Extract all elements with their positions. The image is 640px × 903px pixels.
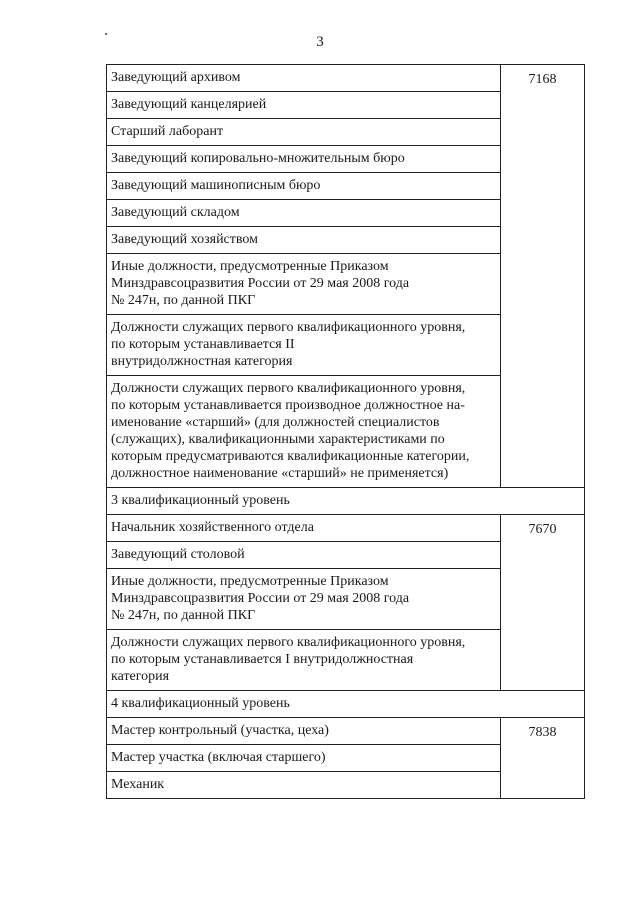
position-line: Начальник хозяйственного отдела (111, 520, 314, 535)
position-cell (107, 200, 501, 227)
position-line: Минздравсоцразвития России от 29 мая 2008 года (111, 591, 410, 606)
position-cell (107, 227, 501, 254)
position-line: должностное наименование «старший» не применяется) (111, 466, 449, 481)
position-cell (107, 542, 501, 569)
salary-value: 7168 (501, 65, 585, 488)
table-row (107, 718, 585, 745)
table-row (107, 515, 585, 542)
position-line: Заведующий столовой (111, 547, 245, 562)
position-cell (107, 718, 501, 745)
position-line: Заведующий складом (111, 205, 240, 220)
position-line: Должности служащих первого квалификационного уровня, (111, 635, 466, 650)
position-line: которым предусматриваются квалификационные категории, (111, 449, 470, 464)
position-line: Механик (111, 777, 165, 792)
position-line: Должности служащих первого квалификационного уровня, (111, 320, 466, 335)
position-cell (107, 173, 501, 200)
level-header: 4 квалификационный уровень (107, 691, 585, 718)
position-line: по которым устанавливается I внутридолжностная (111, 652, 414, 667)
position-line: Мастер контрольный (участка, цеха) (111, 723, 329, 738)
position-line: категория (111, 669, 170, 684)
position-line: внутридолжностная категория (111, 354, 293, 369)
position-line: Заведующий копировально-множительным бюро (111, 151, 405, 166)
position-cell (107, 65, 501, 92)
level-header-row (107, 488, 585, 515)
salary-value: 7838 (501, 718, 585, 799)
position-cell (107, 772, 501, 799)
position-line: Минздравсоцразвития России от 29 мая 2008 года (111, 276, 410, 291)
position-line: Иные должности, предусмотренные Приказом (111, 259, 389, 274)
position-cell (107, 92, 501, 119)
position-cell (107, 376, 501, 488)
position-cell (107, 119, 501, 146)
position-line: № 247н, по данной ПКГ (111, 293, 256, 308)
position-line: (служащих), квалификационными характеристиками по (111, 432, 445, 447)
page-number: 3 (316, 34, 324, 50)
qualification-table (106, 64, 585, 799)
position-line: Заведующий хозяйством (111, 232, 258, 247)
position-line: по которым устанавливается производное должностное на- (111, 398, 465, 413)
position-cell (107, 630, 501, 691)
position-line: Иные должности, предусмотренные Приказом (111, 574, 389, 589)
position-line: Заведующий машинописным бюро (111, 178, 321, 193)
table-row (107, 65, 585, 92)
position-line: Мастер участка (включая старшего) (111, 750, 326, 765)
salary-value: 7670 (501, 515, 585, 691)
position-cell (107, 745, 501, 772)
position-cell (107, 569, 501, 630)
position-line: Заведующий канцелярией (111, 97, 267, 112)
position-line: Старший лаборант (111, 124, 224, 139)
level-header-row (107, 691, 585, 718)
position-line: по которым устанавливается II (111, 337, 295, 352)
position-cell (107, 315, 501, 376)
level-header: 3 квалификационный уровень (107, 488, 585, 515)
position-line: Заведующий архивом (111, 70, 241, 85)
position-cell (107, 254, 501, 315)
position-line: именование «старший» (для должностей специалистов (111, 415, 440, 430)
position-line: № 247н, по данной ПКГ (111, 608, 256, 623)
position-line: Должности служащих первого квалификационного уровня, (111, 381, 466, 396)
position-cell (107, 146, 501, 173)
position-cell (107, 515, 501, 542)
